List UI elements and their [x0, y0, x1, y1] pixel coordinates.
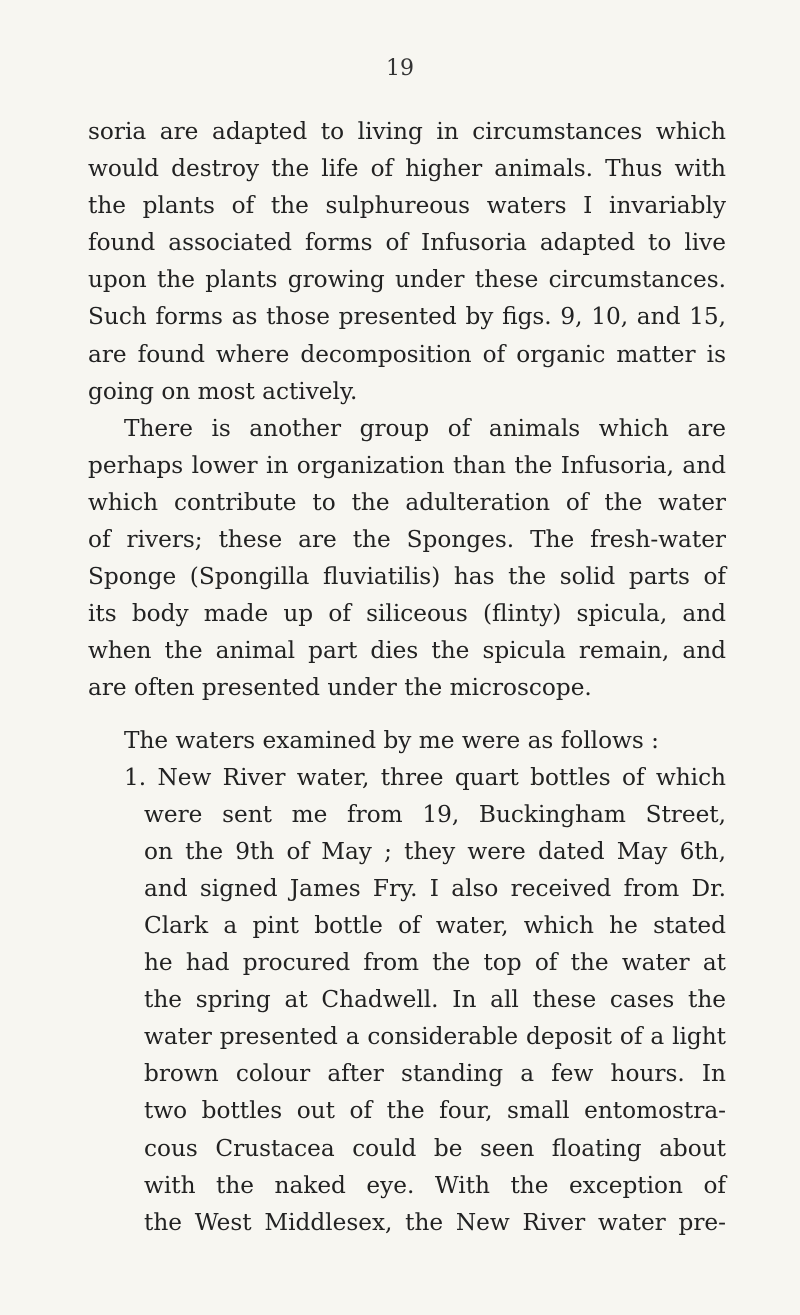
text-line: found associated forms of Infusoria adapted to live: [88, 229, 726, 257]
list-item-line: he had procured from the top of the water at: [144, 949, 726, 977]
list-item-line: the spring at Chadwell. In all these cases the: [144, 986, 726, 1014]
text-line: its body made up of siliceous (flinty) spicula, and: [88, 600, 726, 628]
list-item-line: two bottles out of the four, small entomostra-: [144, 1097, 726, 1125]
list-item-line: brown colour after standing a few hours. In: [144, 1060, 726, 1088]
text-line: when the animal part dies the spicula remain, and: [88, 637, 726, 665]
paragraph-gap: [88, 707, 726, 722]
text-line: There is another group of animals which are: [124, 414, 726, 442]
list-item-line: water presented a considerable deposit of a light: [144, 1023, 726, 1051]
body-text: [88, 113, 726, 1241]
text-line: perhaps lower in organization than the Infusoria, and: [88, 451, 726, 479]
text-line: Such forms as those presented by figs. 9, 10, and 15,: [88, 303, 726, 331]
text-line: soria are adapted to living in circumstances which: [88, 118, 726, 145]
text-line: Sponge (Spongilla fluviatilis) has the solid parts of: [88, 563, 726, 591]
text-line: are often presented under the microscope.: [88, 674, 592, 702]
text-line: The waters examined by me were as follows :: [124, 726, 659, 754]
text-line: of rivers; these are the Sponges. The fresh-water: [88, 526, 726, 554]
text-line: would destroy the life of higher animals. Thus with: [88, 155, 726, 183]
list-item-line: with the naked eye. With the exception of: [144, 1171, 726, 1199]
text-line: going on most actively.: [88, 377, 358, 405]
list-item-line: 1. New River water, three quart bottles of which: [124, 763, 726, 791]
list-item-line: on the 9th of May ; they were dated May 6th,: [144, 837, 726, 865]
list-item-line: were sent me from 19, Buckingham Street,: [144, 800, 726, 828]
text-line: upon the plants growing under these circumstances.: [88, 266, 726, 294]
page-number: 19: [386, 56, 414, 81]
list-item-line: Clark a pint bottle of water, which he stated: [144, 911, 726, 939]
text-line: the plants of the sulphureous waters I invariably: [88, 192, 726, 220]
text-line: are found where decomposition of organic matter is: [88, 340, 726, 368]
list-item-line: and signed James Fry. I also received from Dr.: [144, 874, 726, 902]
text-line: which contribute to the adulteration of the water: [88, 488, 726, 516]
list-item-line: cous Crustacea could be seen floating about: [144, 1134, 726, 1162]
list-item-line: the West Middlesex, the New River water pre-: [144, 1208, 726, 1236]
